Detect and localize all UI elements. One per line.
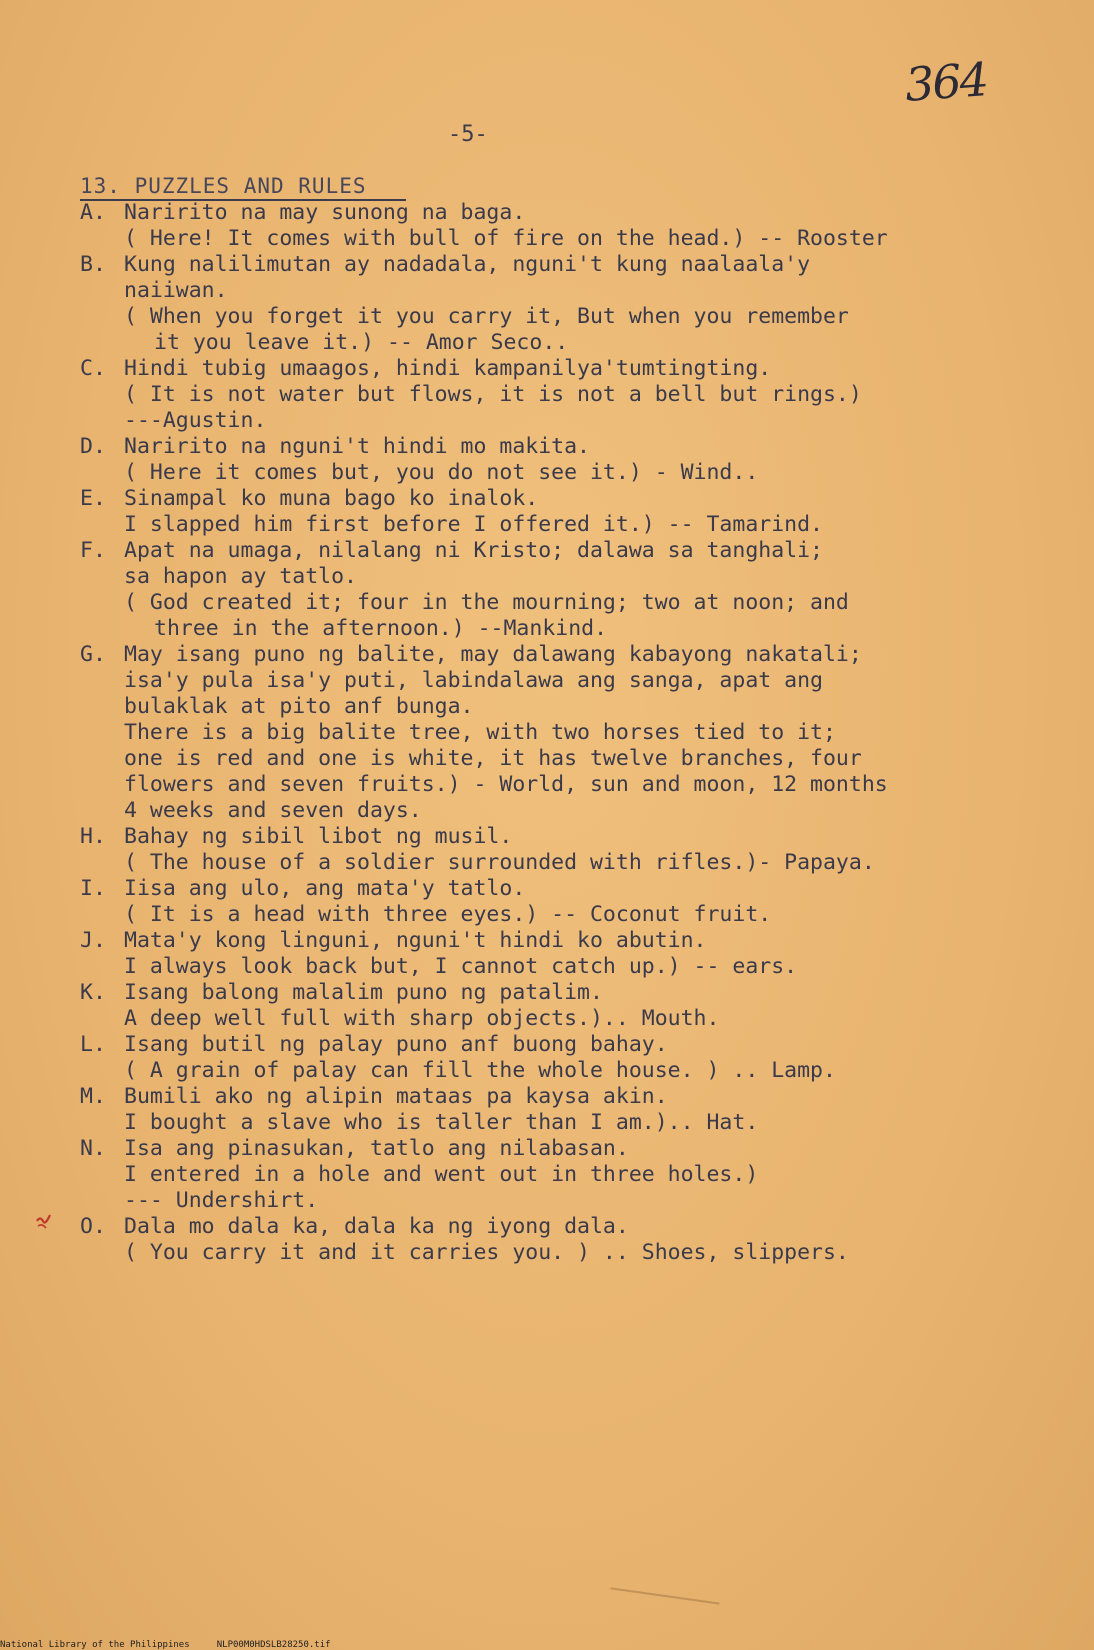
riddle-text: Isang balong malalim puno ng patalim. bbox=[124, 980, 603, 1005]
riddle-text: ( It is not water but flows, it is not a bell but rings.) bbox=[124, 382, 862, 407]
riddle-text: one is red and one is white, it has twelve branches, four bbox=[124, 746, 862, 771]
riddle-line-first bbox=[80, 876, 1080, 902]
paper-crease bbox=[610, 1587, 719, 1604]
riddle-text: naiiwan. bbox=[124, 278, 228, 303]
riddle-text: Sinampal ko muna bago ko inalok. bbox=[124, 486, 539, 511]
riddle-text: ( Here! It comes with bull of fire on the head.) -- Rooster bbox=[124, 226, 888, 251]
riddle-text: ( It is a head with three eyes.) -- Coconut fruit. bbox=[124, 902, 772, 927]
riddle-text: --- Undershirt. bbox=[124, 1188, 319, 1213]
riddle-text: Hindi tubig umaagos, hindi kampanilya'tumtingting. bbox=[124, 356, 772, 381]
riddle-line bbox=[80, 954, 1080, 980]
riddle-text: I bought a slave who is taller than I am.).. Hat. bbox=[124, 1110, 759, 1135]
riddle-line bbox=[80, 694, 1080, 720]
riddle-line bbox=[80, 772, 1080, 798]
riddle-line bbox=[80, 850, 1080, 876]
riddle-list bbox=[80, 200, 1080, 1266]
riddle-label: N. bbox=[80, 1136, 106, 1161]
riddle-line-first bbox=[80, 1136, 1080, 1162]
riddle-text: isa'y pula isa'y puti, labindalawa ang sanga, apat ang bbox=[124, 668, 823, 693]
riddle-label: J. bbox=[80, 928, 106, 953]
riddle-label: C. bbox=[80, 356, 106, 381]
riddle-line bbox=[80, 590, 1080, 616]
riddle-line bbox=[80, 460, 1080, 486]
riddle-text: 4 weeks and seven days. bbox=[124, 798, 422, 823]
riddle-text: ( A grain of palay can fill the whole house. ) .. Lamp. bbox=[124, 1058, 836, 1083]
riddle-line bbox=[80, 330, 1080, 356]
riddle-label: O. bbox=[80, 1214, 106, 1239]
riddle-line bbox=[80, 564, 1080, 590]
section-heading: 13. PUZZLES AND RULES bbox=[80, 174, 367, 198]
riddle-line bbox=[80, 408, 1080, 434]
riddle-text: I slapped him first before I offered it.) -- Tamarind. bbox=[124, 512, 823, 537]
riddle-text: Naririto na nguni't hindi mo makita. bbox=[124, 434, 590, 459]
riddle-line-first bbox=[80, 824, 1080, 850]
footer-library: National Library of the Philippines bbox=[0, 1640, 190, 1650]
riddle-text: sa hapon ay tatlo. bbox=[124, 564, 357, 589]
handwritten-page-number: 364 bbox=[903, 52, 989, 112]
riddle-text: ( Here it comes but, you do not see it.) - Wind.. bbox=[124, 460, 759, 485]
riddle-text: Naririto na may sunong na baga. bbox=[124, 200, 526, 225]
riddle-text: bulaklak at pito anf bunga. bbox=[124, 694, 474, 719]
archive-footer bbox=[0, 1640, 1094, 1650]
riddle-label: H. bbox=[80, 824, 106, 849]
riddle-line-first bbox=[80, 486, 1080, 512]
riddle-text: ---Agustin. bbox=[124, 408, 267, 433]
footer-filename: NLP00M0HDSLB28250.tif bbox=[216, 1640, 331, 1650]
riddle-line bbox=[80, 1188, 1080, 1214]
riddle-line-first bbox=[80, 200, 1080, 226]
riddle-line-first bbox=[80, 538, 1080, 564]
riddle-text: Isa ang pinasukan, tatlo ang nilabasan. bbox=[124, 1136, 629, 1161]
riddle-text: ( You carry it and it carries you. ) .. Shoes, slippers. bbox=[124, 1240, 849, 1265]
riddle-text: flowers and seven fruits.) - World, sun and moon, 12 months bbox=[124, 772, 888, 797]
riddle-text: it you leave it.) -- Amor Seco.. bbox=[154, 330, 569, 355]
riddle-text: I entered in a hole and went out in three holes.) bbox=[124, 1162, 759, 1187]
riddle-line bbox=[80, 902, 1080, 928]
riddle-line bbox=[80, 1162, 1080, 1188]
riddle-text: Mata'y kong linguni, nguni't hindi ko abutin. bbox=[124, 928, 707, 953]
riddle-label: K. bbox=[80, 980, 106, 1005]
red-check-mark-icon bbox=[34, 1212, 54, 1232]
riddle-text: There is a big balite tree, with two horses tied to it; bbox=[124, 720, 836, 745]
riddle-text: Iisa ang ulo, ang mata'y tatlo. bbox=[124, 876, 526, 901]
riddle-line-first bbox=[80, 1032, 1080, 1058]
riddle-line-first bbox=[80, 1084, 1080, 1110]
riddle-text: Bumili ako ng alipin mataas pa kaysa akin. bbox=[124, 1084, 668, 1109]
riddle-label: D. bbox=[80, 434, 106, 459]
riddle-text: ( The house of a soldier surrounded with rifles.)- Papaya. bbox=[124, 850, 875, 875]
riddle-text: A deep well full with sharp objects.).. Mouth. bbox=[124, 1006, 720, 1031]
riddle-line bbox=[80, 304, 1080, 330]
riddle-label: M. bbox=[80, 1084, 106, 1109]
riddle-text: I always look back but, I cannot catch up.) -- ears. bbox=[124, 954, 798, 979]
riddle-text: Isang butil ng palay puno anf buong bahay. bbox=[124, 1032, 668, 1057]
riddle-text: three in the afternoon.) --Mankind. bbox=[154, 616, 608, 641]
riddle-line-first bbox=[80, 980, 1080, 1006]
riddle-label: I. bbox=[80, 876, 106, 901]
riddle-line bbox=[80, 382, 1080, 408]
riddle-line bbox=[80, 1240, 1080, 1266]
riddle-line bbox=[80, 1006, 1080, 1032]
riddle-text: Bahay ng sibil libot ng musil. bbox=[124, 824, 513, 849]
riddle-label: B. bbox=[80, 252, 106, 277]
riddle-line-first bbox=[80, 252, 1080, 278]
riddle-line bbox=[80, 798, 1080, 824]
riddle-label: G. bbox=[80, 642, 106, 667]
riddle-line bbox=[80, 746, 1080, 772]
riddle-text: May isang puno ng balite, may dalawang kabayong nakatali; bbox=[124, 642, 862, 667]
riddle-label: A. bbox=[80, 200, 106, 225]
riddle-line-first bbox=[80, 434, 1080, 460]
riddle-line bbox=[80, 1110, 1080, 1136]
riddle-text: Kung nalilimutan ay nadadala, nguni't kung naalaala'y bbox=[124, 252, 811, 277]
riddle-line bbox=[80, 616, 1080, 642]
riddle-line bbox=[80, 512, 1080, 538]
riddle-text: Dala mo dala ka, dala ka ng iyong dala. bbox=[124, 1214, 629, 1239]
riddle-label: F. bbox=[80, 538, 106, 563]
riddle-line-first bbox=[80, 928, 1080, 954]
riddle-label: L. bbox=[80, 1032, 106, 1057]
riddle-line-first bbox=[80, 1214, 1080, 1240]
riddle-line bbox=[80, 278, 1080, 304]
riddle-text: Apat na umaga, nilalang ni Kristo; dalawa sa tanghali; bbox=[124, 538, 823, 563]
riddle-line bbox=[80, 226, 1080, 252]
riddle-label: E. bbox=[80, 486, 106, 511]
riddle-text: ( God created it; four in the mourning; two at noon; and bbox=[124, 590, 849, 615]
riddle-line-first bbox=[80, 356, 1080, 382]
riddle-text: ( When you forget it you carry it, But when you remember bbox=[124, 304, 849, 329]
riddle-line bbox=[80, 1058, 1080, 1084]
riddle-line bbox=[80, 668, 1080, 694]
riddle-line-first bbox=[80, 642, 1080, 668]
riddle-line bbox=[80, 720, 1080, 746]
page-number: -5- bbox=[448, 122, 488, 147]
